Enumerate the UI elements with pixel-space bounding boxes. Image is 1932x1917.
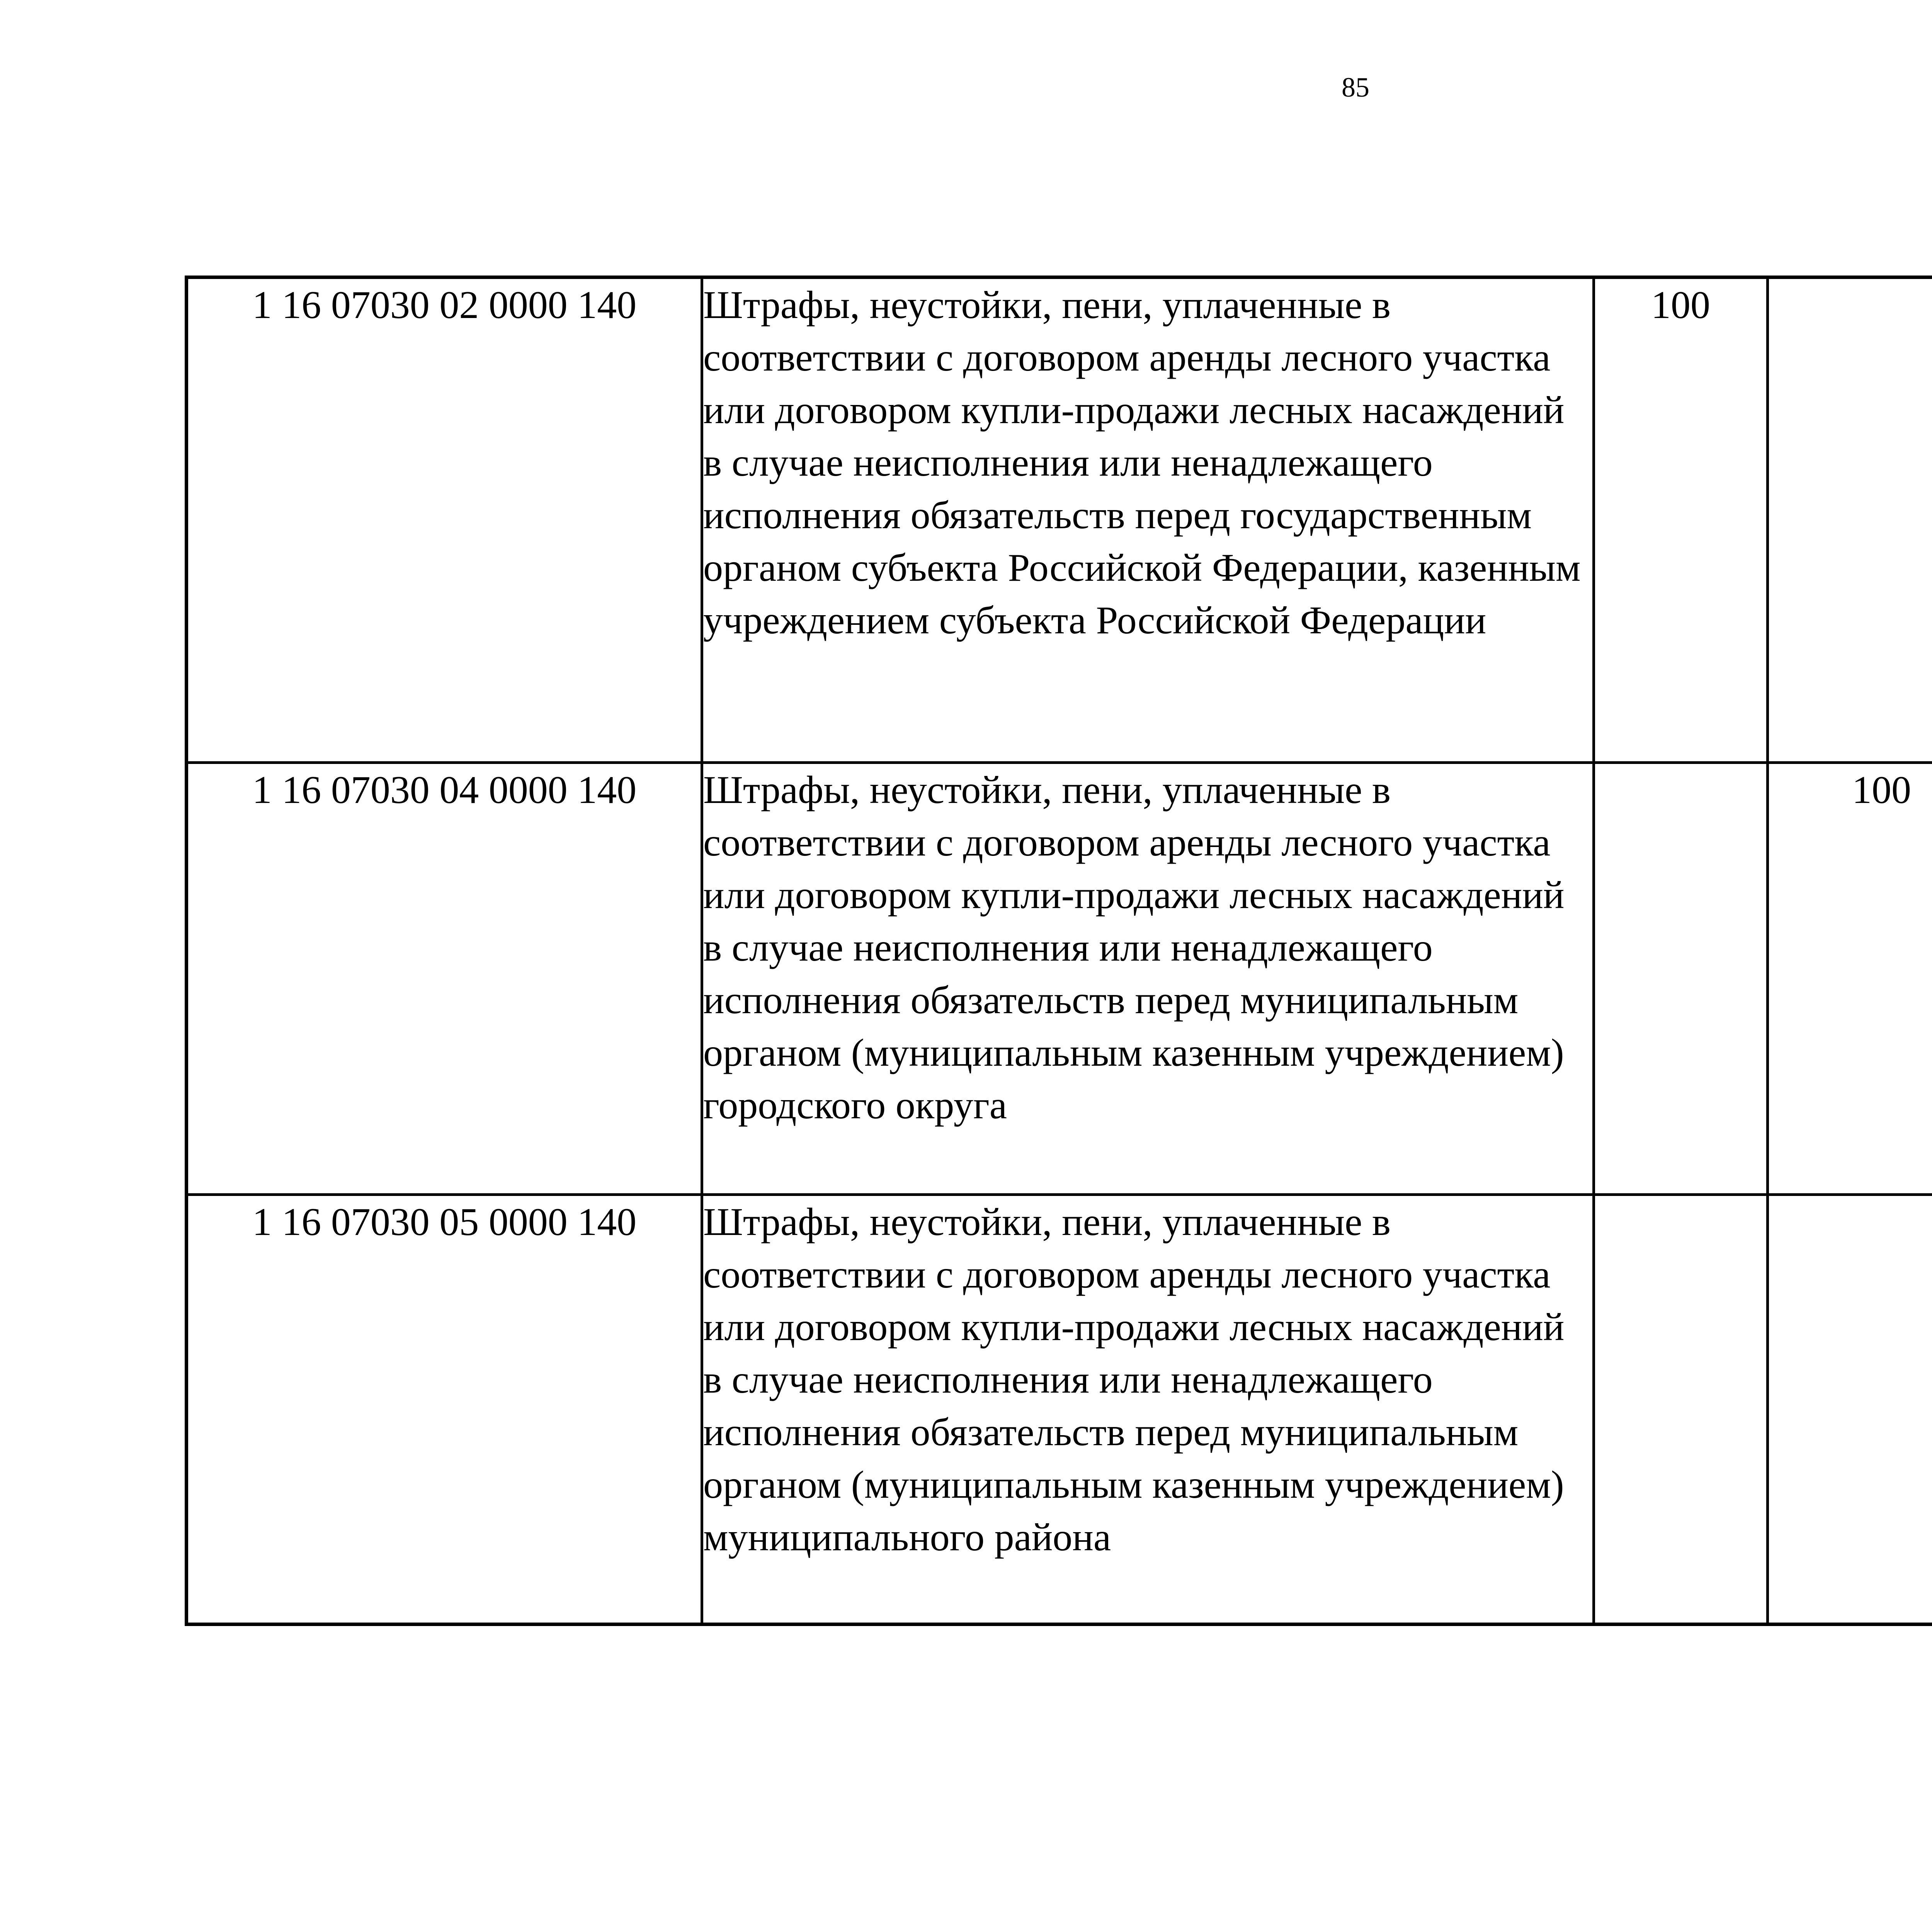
budget-classification-table <box>185 276 1932 1626</box>
revenue-code-cell: 1 16 07030 04 0000 140 <box>187 763 702 1195</box>
percent-value-cell: 100 <box>1768 763 1932 1195</box>
percent-value-cell <box>1594 1195 1768 1624</box>
revenue-description-cell: Штрафы, неустойки, пени, уплаченные в соответствии с договором аренды лесного участка или договором купли-продажи лесных насаждений в случае неисполнения или ненадлежащего исполнения обязательств перед муниципальным органом (муниципальным казенным учреждением) городского округа <box>702 763 1594 1195</box>
percent-value-cell: 100 <box>1594 277 1768 763</box>
percent-value-cell <box>1594 763 1768 1195</box>
page-number: 85 <box>1342 72 1369 103</box>
percent-value-cell <box>1768 277 1932 763</box>
table-row <box>187 277 1932 763</box>
revenue-description-cell: Штрафы, неустойки, пени, уплаченные в соответствии с договором аренды лесного участка или договором купли-продажи лесных насаждений в случае неисполнения или ненадлежащего исполнения обязательств перед государственным органом субъекта Российской Федерации, казенным учреждением субъекта Российской Федерации <box>702 277 1594 763</box>
table-row <box>187 763 1932 1195</box>
table-row <box>187 1195 1932 1624</box>
percent-value-cell <box>1768 1195 1932 1624</box>
revenue-code-cell: 1 16 07030 05 0000 140 <box>187 1195 702 1624</box>
revenue-description-cell: Штрафы, неустойки, пени, уплаченные в соответствии с договором аренды лесного участка или договором купли-продажи лесных насаждений в случае неисполнения или ненадлежащего исполнения обязательств перед муниципальным органом (муниципальным казенным учреждением) муниципального района <box>702 1195 1594 1624</box>
revenue-code-cell: 1 16 07030 02 0000 140 <box>187 277 702 763</box>
